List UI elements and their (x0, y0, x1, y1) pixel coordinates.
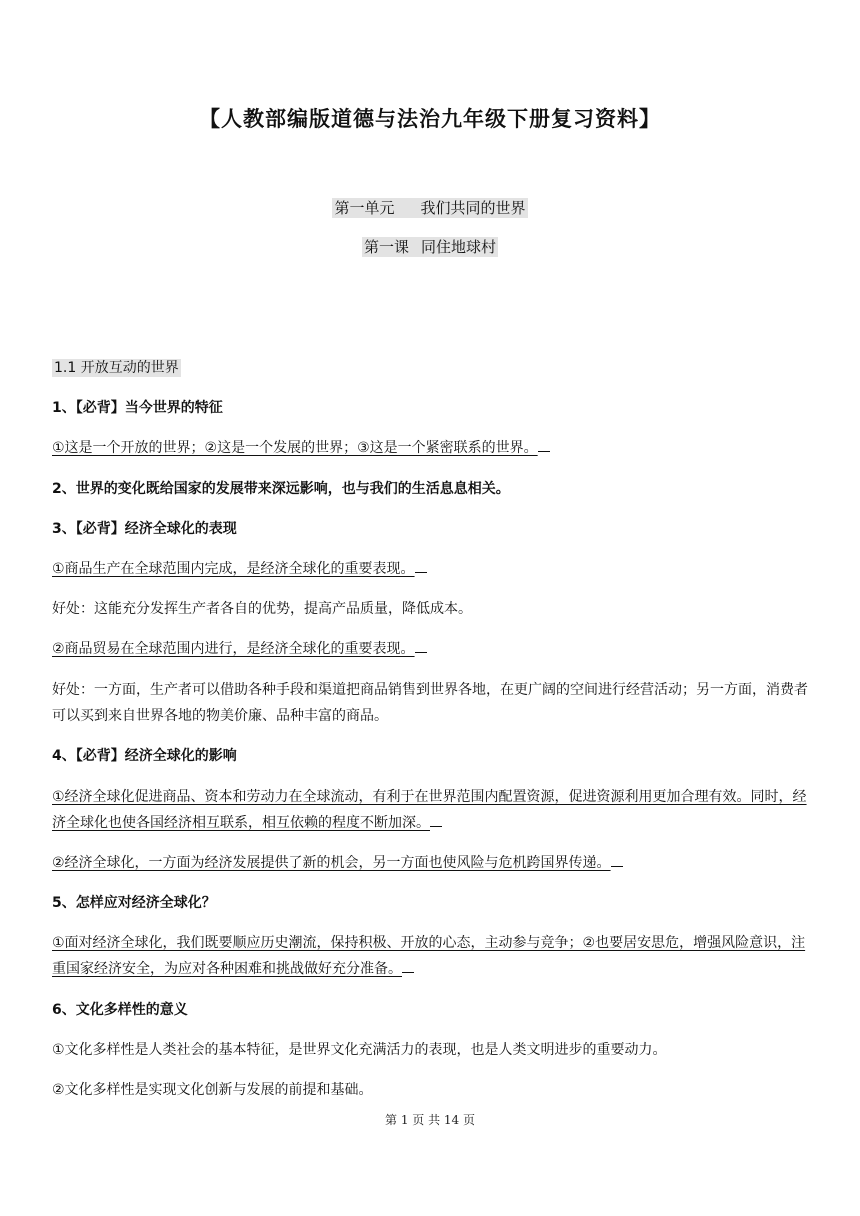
unit-name: 我们共同的世界 (420, 199, 526, 217)
underlined-text: ①经济全球化促进商品、资本和劳动力在全球流动，有利于在世界范围内配置资源，促进资源利用更加合理有效。同时，经济全球化也使各国经济相互联系，相互依赖的程度不断加深。 (52, 789, 807, 831)
underlined-text: ②经济全球化，一方面为经济发展提供了新的机会，另一方面也使风险与危机跨国界传递。 (52, 855, 611, 871)
item-paragraph-1 (52, 435, 810, 461)
underlined-text: ①这是一个开放的世界；②这是一个发展的世界；③这是一个紧密联系的世界。 (52, 440, 538, 456)
item-paragraph-4b (52, 850, 810, 876)
lesson-heading (0, 236, 860, 257)
unit-heading-highlight (332, 198, 527, 218)
item-paragraph-5 (52, 930, 810, 982)
page-footer: 第 1 页 共 14 页 (385, 1113, 475, 1127)
item-heading-2: 2、世界的变化既给国家的发展带来深远影响，也与我们的生活息息相关。 (52, 481, 510, 497)
underlined-text: ①商品生产在全球范围内完成，是经济全球化的重要表现。 (52, 561, 415, 577)
unit-heading (0, 197, 860, 218)
underlined-text: ①面对经济全球化，我们既要顺应历史潮流，保持积极、开放的心态，主动参与竞争；②也要居安思危，增强风险意识，注重国家经济安全，为应对各种困难和挑战做好充分准备。 (52, 935, 806, 977)
item-paragraph-3b (52, 636, 810, 662)
item-paragraph-6b: ②文化多样性是实现文化创新与发展的前提和基础。 (52, 1082, 373, 1098)
item-paragraph-4a (52, 784, 810, 836)
item-heading-6: 6、文化多样性的意义 (52, 1002, 188, 1018)
item-benefit-3b: 好处：一方面，生产者可以借助各种手段和渠道把商品销售到世界各地，在更广阔的空间进行经营活动；另一方面，消费者可以买到来自世界各地的物美价廉、品种丰富的商品。 (52, 682, 808, 724)
item-paragraph-3a (52, 556, 810, 582)
section-heading-text: 1.1 开放互动的世界 (54, 360, 179, 376)
lesson-heading-highlight (362, 237, 498, 257)
lesson-number: 第一课 (363, 238, 409, 256)
item-heading-4: 4、【必背】经济全球化的影响 (52, 748, 237, 764)
document-title: 【人教部编版道德与法治九年级下册复习资料】 (199, 106, 661, 131)
item-heading-5: 5、怎样应对经济全球化？ (52, 895, 216, 911)
item-benefit-3a: 好处：这能充分发挥生产者各自的优势，提高产品质量，降低成本。 (52, 601, 472, 617)
lesson-name: 同住地球村 (421, 238, 497, 256)
item-paragraph-6a: ①文化多样性是人类社会的基本特征，是世界文化充满活力的表现，也是人类文明进步的重要动力。 (52, 1042, 667, 1058)
section-heading (52, 355, 810, 381)
item-heading-1: 1、【必背】当今世界的特征 (52, 400, 223, 416)
unit-number: 第一单元 (334, 199, 395, 217)
item-heading-3: 3、【必背】经济全球化的表现 (52, 521, 237, 537)
underlined-text: ②商品贸易在全球范围内进行，是经济全球化的重要表现。 (52, 641, 415, 657)
